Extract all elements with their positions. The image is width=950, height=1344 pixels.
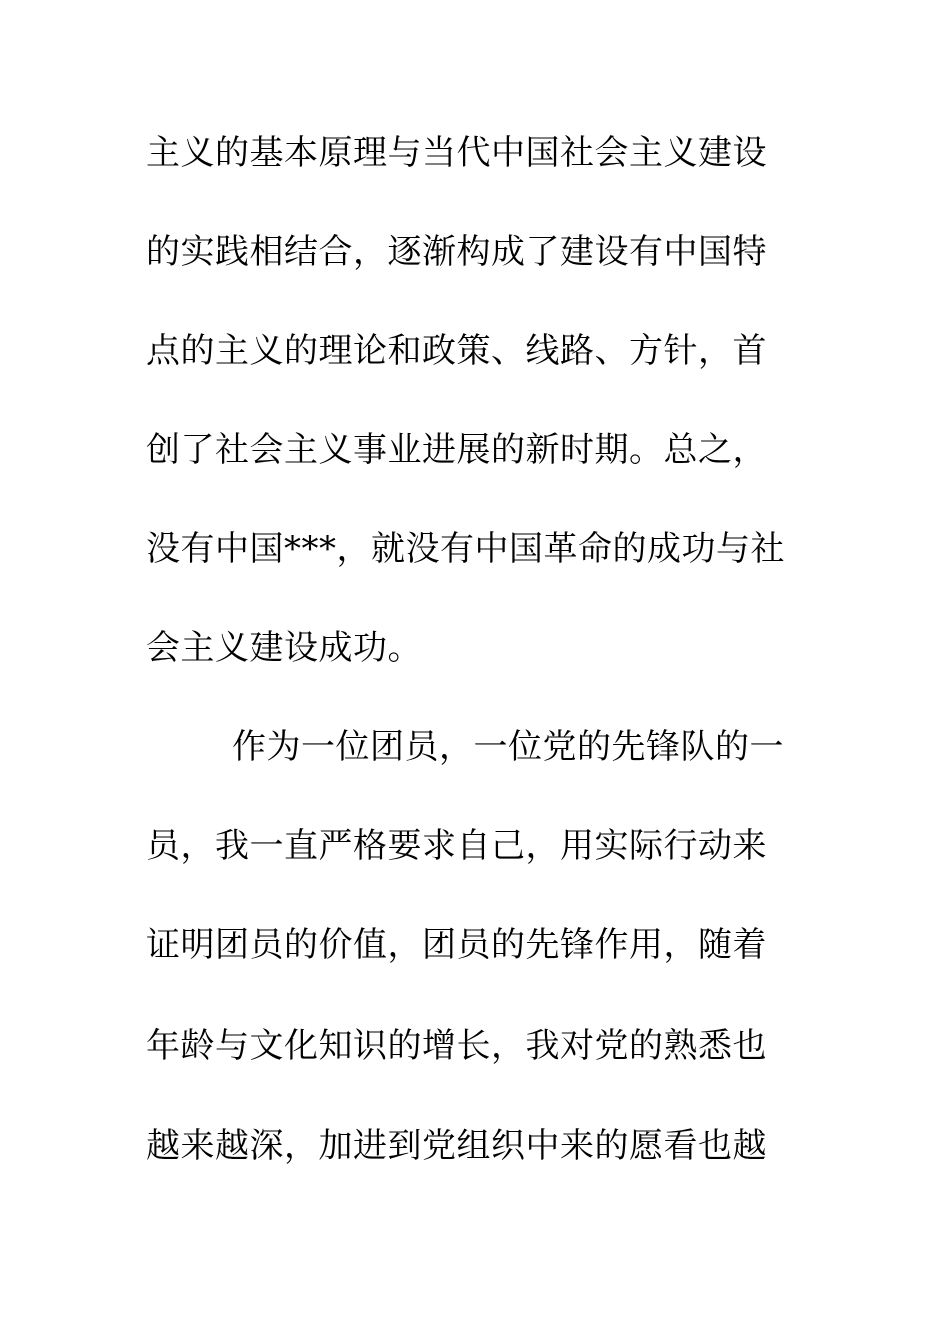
text-line: 越来越深，加进到党组织中来的愿看也越 [146, 1126, 767, 1166]
text-line: 没有中国***，就没有中国革命的成功与社 [146, 529, 785, 569]
paragraph-first-line: 作为一位团员，一位党的先锋队的一 [232, 727, 784, 767]
text-line: 会主义建设成功。 [146, 628, 422, 668]
text-line: 的实践相结合，逐渐构成了建设有中国特 [146, 232, 767, 272]
text-line: 证明团员的价值，团员的先锋作用，随着 [146, 925, 767, 965]
text-line: 点的主义的理论和政策、线路、方针，首 [146, 331, 767, 371]
text-line: 员，我一直严格要求自己，用实际行动来 [146, 826, 767, 866]
text-line: 主义的基本原理与当代中国社会主义建设 [146, 133, 767, 173]
text-line: 年龄与文化知识的增长，我对党的熟悉也 [146, 1026, 767, 1066]
text-line: 创了社会主义事业进展的新时期。总之， [146, 430, 767, 470]
